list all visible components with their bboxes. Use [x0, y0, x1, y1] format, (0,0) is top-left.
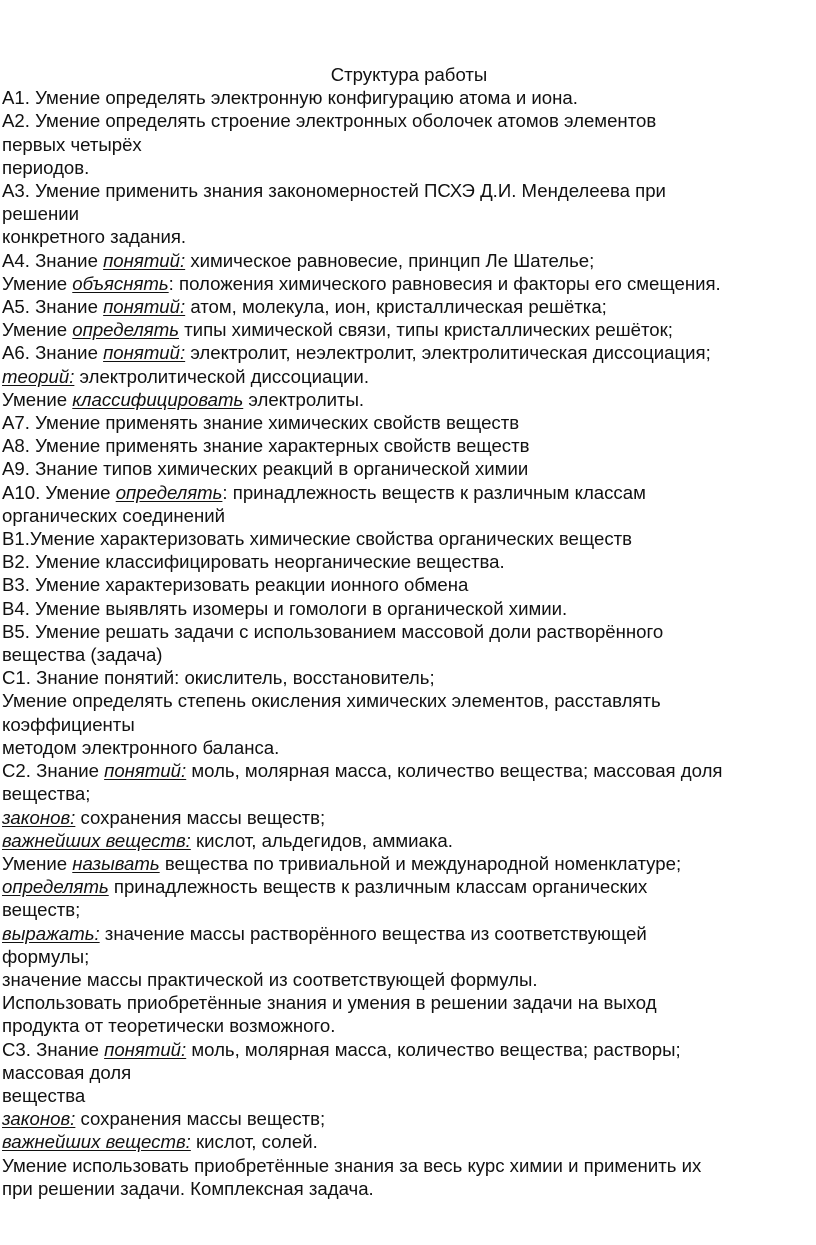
line-text: принадлежность веществ к различным классам органических: [108, 876, 648, 898]
line-text: массовая доля: [2, 1061, 132, 1083]
document-body: [2, 86, 816, 1200]
text-line: [2, 1061, 816, 1084]
emphasized-term: важнейших веществ:: [2, 829, 191, 851]
line-text: А7. Умение применять знание химических свойств веществ: [2, 412, 520, 434]
text-line: [2, 1107, 816, 1130]
text-line: [2, 1014, 816, 1037]
line-text: продукта от теоретически возможного.: [2, 1015, 336, 1037]
text-line: [2, 86, 816, 109]
line-text: А1. Умение определять электронную конфигурацию атома и иона.: [2, 87, 578, 109]
text-line: [2, 689, 816, 712]
text-line: [2, 666, 816, 689]
line-text: типы химической связи, типы кристаллических решёток;: [179, 319, 673, 341]
text-line: [2, 318, 816, 341]
emphasized-term: определять: [115, 481, 223, 503]
line-text: : принадлежность веществ к различным классам: [222, 481, 646, 503]
line-text: В3. Умение характеризовать реакции ионного обмена: [2, 574, 469, 596]
text-line: [2, 388, 816, 411]
line-text: первых четырёх: [2, 133, 142, 155]
line-text: формулы;: [2, 945, 90, 967]
text-line: [2, 1177, 816, 1200]
line-text: электролит, неэлектролит, электролитическая диссоциация;: [185, 342, 711, 364]
line-text: вещества;: [2, 783, 91, 805]
text-line: [2, 573, 816, 596]
line-text: В4. Умение выявлять изомеры и гомологи в органической химии.: [2, 597, 568, 619]
text-line: [2, 968, 816, 991]
text-line: [2, 643, 816, 666]
emphasized-term: законов:: [2, 806, 76, 828]
line-text: В1.Умение характеризовать химические свойства органических веществ: [2, 528, 633, 550]
text-line: [2, 202, 816, 225]
line-text: кислот, солей.: [190, 1131, 318, 1153]
text-line: [2, 945, 816, 968]
text-line: [2, 1154, 816, 1177]
text-line: [2, 341, 816, 364]
line-text: веществ;: [2, 899, 81, 921]
text-line: [2, 109, 816, 132]
line-text: Умение: [2, 852, 73, 874]
emphasized-term: понятий:: [103, 342, 186, 364]
line-text: С1. Знание понятий: окислитель, восстановитель;: [2, 667, 435, 689]
text-line: [2, 620, 816, 643]
text-line: [2, 179, 816, 202]
line-text: А2. Умение определять строение электронных оболочек атомов элементов: [2, 110, 657, 132]
text-line: [2, 736, 816, 759]
line-text: электролитической диссоциации.: [74, 365, 369, 387]
line-text: В5. Умение решать задачи с использованием массовой доли растворённого: [2, 620, 664, 642]
text-line: [2, 875, 816, 898]
text-line: [2, 527, 816, 550]
line-text: значение массы растворённого вещества из соответствующей: [99, 922, 647, 944]
line-text: В2. Умение классифицировать неорганические вещества.: [2, 551, 505, 573]
text-line: [2, 550, 816, 573]
document-title: Структура работы: [330, 64, 488, 85]
emphasized-term: классифицировать: [72, 388, 244, 410]
emphasized-term: объяснять: [72, 272, 169, 294]
emphasized-term: важнейших веществ:: [2, 1131, 191, 1153]
text-line: [2, 133, 816, 156]
line-text: Использовать приобретённые знания и умения в решении задачи на выход: [2, 992, 657, 1014]
line-text: коэффициенты: [2, 713, 135, 735]
emphasized-term: понятий:: [103, 296, 186, 318]
text-line: [2, 434, 816, 457]
line-text: конкретного задания.: [2, 226, 187, 248]
line-text: А10. Умение: [2, 481, 116, 503]
line-text: Умение использовать приобретённые знания за весь курс химии и применить их: [2, 1154, 702, 1176]
text-line: [2, 411, 816, 434]
text-line: [2, 1130, 816, 1153]
text-line: [2, 249, 816, 272]
line-text: А6. Знание: [2, 342, 104, 364]
line-text: моль, молярная масса, количество вещества; растворы;: [186, 1038, 681, 1060]
emphasized-term: теорий:: [2, 365, 75, 387]
line-text: при решении задачи. Комплексная задача.: [2, 1177, 374, 1199]
line-text: вещества (задача): [2, 644, 163, 666]
emphasized-term: выражать:: [2, 922, 100, 944]
line-text: Умение: [2, 319, 73, 341]
text-line: [2, 156, 816, 179]
line-text: моль, молярная масса, количество вещества; массовая доля: [186, 760, 723, 782]
text-line: [2, 272, 816, 295]
text-line: [2, 225, 816, 248]
text-line: [2, 1084, 816, 1107]
line-text: А5. Знание: [2, 296, 104, 318]
line-text: А3. Умение применить знания закономерностей ПСХЭ Д.И. Менделеева при: [2, 180, 666, 202]
text-line: [2, 597, 816, 620]
text-line: [2, 806, 816, 829]
line-text: периодов.: [2, 156, 90, 178]
emphasized-term: понятий:: [104, 760, 187, 782]
line-text: А9. Знание типов химических реакций в органической химии: [2, 458, 529, 480]
line-text: Умение: [2, 272, 73, 294]
emphasized-term: определять: [2, 876, 109, 898]
line-text: значение массы практической из соответствующей формулы.: [2, 968, 538, 990]
emphasized-term: определять: [72, 319, 179, 341]
line-text: : положения химического равновесия и факторы его смещения.: [168, 272, 721, 294]
text-line: [2, 504, 816, 527]
emphasized-term: понятий:: [104, 1038, 187, 1060]
line-text: вещества по тривиальной и международной номенклатуре;: [159, 852, 682, 874]
line-text: электролиты.: [243, 388, 365, 410]
text-line: [2, 1038, 816, 1061]
line-text: А8. Умение применять знание характерных свойств веществ: [2, 435, 530, 457]
line-text: Умение определять степень окисления химических элементов, расставлять: [2, 690, 661, 712]
line-text: атом, молекула, ион, кристаллическая решётка;: [185, 296, 607, 318]
text-line: [2, 295, 816, 318]
line-text: методом электронного баланса.: [2, 736, 280, 758]
text-line: [2, 481, 816, 504]
text-line: [2, 365, 816, 388]
line-text: вещества: [2, 1084, 86, 1106]
line-text: С3. Знание: [2, 1038, 105, 1060]
emphasized-term: законов:: [2, 1108, 76, 1130]
line-text: сохранения массы веществ;: [75, 806, 326, 828]
text-line: [2, 782, 816, 805]
line-text: органических соединений: [2, 504, 226, 526]
text-line: [2, 759, 816, 782]
line-text: химическое равновесие, принцип Ле Шателье;: [185, 249, 595, 271]
line-text: А4. Знание: [2, 249, 104, 271]
text-line: [2, 852, 816, 875]
text-line: [2, 713, 816, 736]
line-text: решении: [2, 203, 79, 225]
text-line: [2, 991, 816, 1014]
line-text: С2. Знание: [2, 760, 105, 782]
text-line: [2, 457, 816, 480]
text-line: [2, 898, 816, 921]
emphasized-term: называть: [72, 852, 160, 874]
text-line: [2, 922, 816, 945]
text-line: [2, 829, 816, 852]
line-text: сохранения массы веществ;: [75, 1108, 326, 1130]
line-text: кислот, альдегидов, аммиака.: [190, 829, 453, 851]
line-text: Умение: [2, 388, 73, 410]
emphasized-term: понятий:: [103, 249, 186, 271]
